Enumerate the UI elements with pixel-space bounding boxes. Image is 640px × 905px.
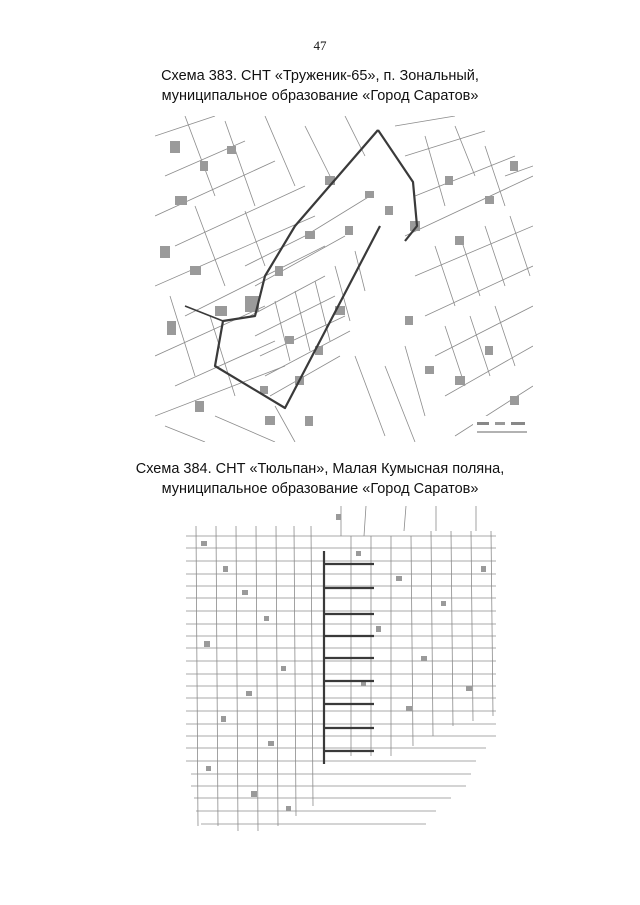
scheme-383-map-image bbox=[155, 116, 533, 442]
scheme-383-title-line1: Схема 383. СНТ «Труженик-65», п. Зональный, bbox=[161, 68, 479, 84]
scheme-384-map-image bbox=[176, 506, 506, 836]
scheme-384-title-line1: Схема 384. СНТ «Тюльпан», Малая Кумысная поляна, bbox=[135, 461, 505, 477]
scheme-383-title-line2: муниципальное образование «Город Саратов» bbox=[161, 88, 479, 104]
scheme-384-title-line2: муниципальное образование «Город Саратов» bbox=[161, 481, 479, 497]
scheme-384-caption bbox=[0, 459, 640, 499]
scheme-384-map bbox=[176, 506, 506, 836]
map-384-buildings bbox=[201, 514, 486, 811]
map-384-parcel-lines bbox=[186, 506, 496, 831]
map-383-stamp bbox=[473, 416, 531, 438]
page-number: 47 bbox=[313, 38, 327, 53]
map-384-boundary bbox=[324, 551, 374, 764]
scheme-383-map bbox=[155, 116, 533, 442]
map-383-parcel-lines bbox=[155, 116, 533, 442]
scheme-383-caption bbox=[0, 66, 640, 106]
map-383-boundary bbox=[215, 130, 417, 408]
